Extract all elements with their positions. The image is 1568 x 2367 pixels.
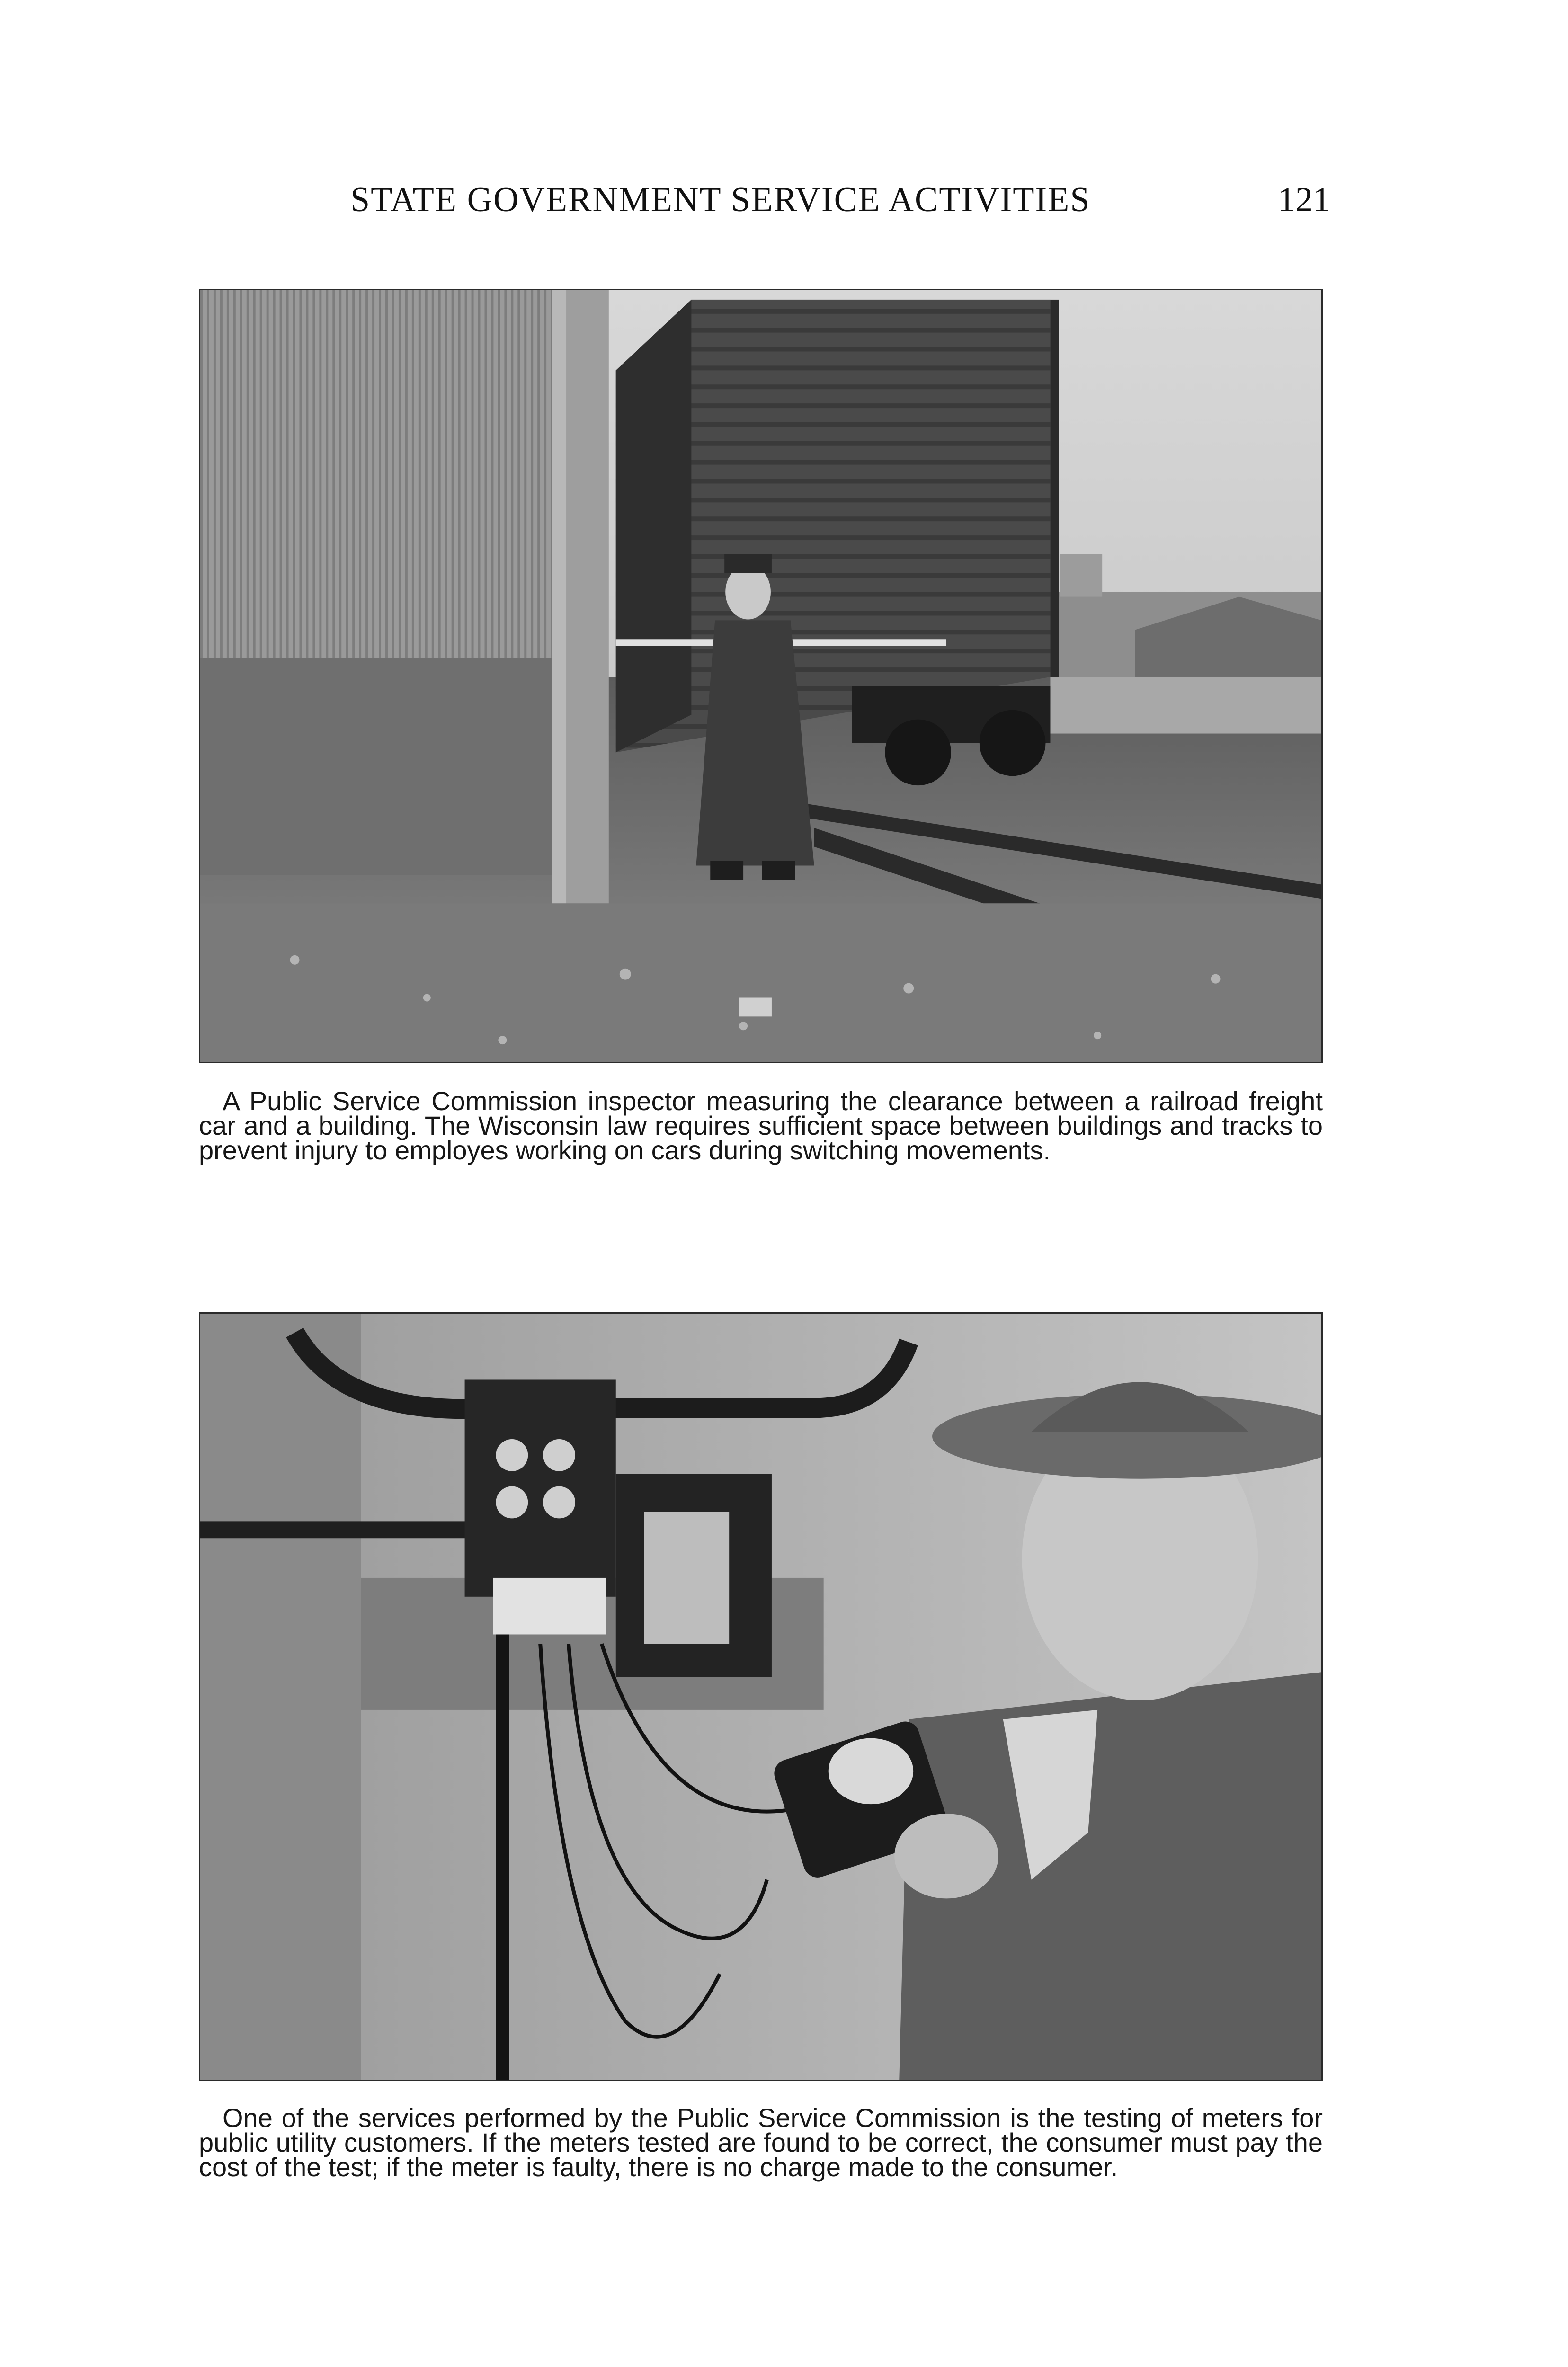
photo-2-caption: One of the services performed by the Public Service Commission is the testing of meters for public utility customers. If the meters tested are found to be correct, the consumer must pay the cost of the test; if the meter is faulty, there is no charge made to the consumer. — [199, 2103, 1323, 2182]
photo-freight-car-clearance-illustration — [200, 290, 1321, 1062]
photo-freight-car-clearance — [199, 289, 1323, 1063]
running-title: STATE GOVERNMENT SERVICE ACTIVITIES — [350, 180, 1091, 219]
photo-meter-testing — [199, 1312, 1323, 2081]
page-number: 121 — [1278, 180, 1330, 219]
photo-1-caption: A Public Service Commission inspector measuring the clearance between a railroad freight car and a building. The Wisconsin law requires sufficient space between buildings and tracks to prevent injury to employes working on cars during switching movements. — [199, 1086, 1323, 1165]
page-header — [199, 180, 1330, 237]
photo-meter-testing-illustration — [200, 1314, 1321, 2080]
